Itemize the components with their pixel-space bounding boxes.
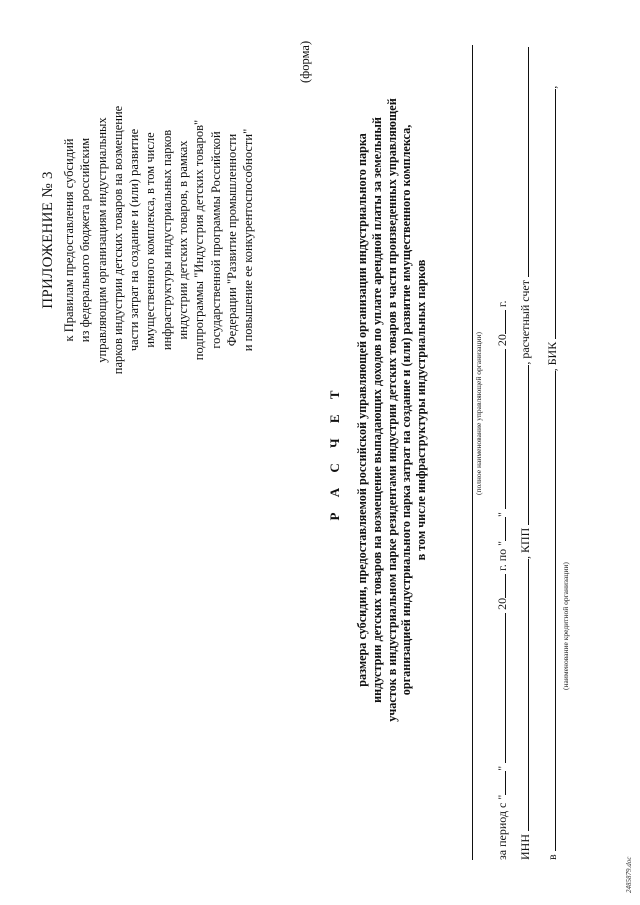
org-name-line[interactable]	[472, 45, 473, 860]
appendix-line: части затрат на создание и (или) развитие	[127, 128, 142, 352]
appendix-line: подпрограммы "Индустрия детских товаров"	[192, 119, 207, 361]
document-subtitle	[355, 50, 429, 770]
bik-end: ,	[545, 85, 559, 89]
period-quote-2: "	[495, 512, 509, 517]
appendix-line: имущественного комплекса, в том числе	[143, 132, 158, 348]
subtitle-line: участок в индустриальном парке резидентами индустрии детских товаров в части произведенных управляющей	[384, 98, 399, 722]
account-field[interactable]	[517, 47, 529, 277]
appendix-line: к Правилам предоставления субсидий	[62, 138, 76, 342]
document-title: Р А С Ч Е Т	[327, 384, 342, 521]
bank-row	[544, 86, 560, 860]
bank-name-field[interactable]	[544, 371, 556, 851]
file-id: 2485879.doc	[625, 856, 633, 893]
period-end-year-field[interactable]	[494, 310, 506, 334]
appendix-line: из федерального бюджета российским	[78, 137, 93, 343]
subtitle-line: индустрии детских товаров на возмещение выпадающих доходов по уплате арендной платы за земельный	[369, 117, 384, 703]
period-prefix: за период с "	[495, 794, 509, 860]
appendix-line: государственной программы Российской	[208, 131, 223, 349]
bank-caption: (наименование кредитной организации)	[561, 562, 570, 690]
inn-field[interactable]	[517, 559, 529, 831]
org-caption: (полное наименование управляющей организации)	[474, 332, 483, 495]
account-label: , расчетный счет	[518, 280, 532, 365]
appendix-line: и повышение ее конкурентоспособности"	[241, 128, 256, 352]
kpp-label: , КПП	[518, 527, 532, 559]
period-end-day-field[interactable]	[494, 517, 506, 541]
period-start-month-field[interactable]	[494, 613, 506, 763]
subtitle-line: организацией индустриального парка затрат на создание и (или) развитие имущественного комплекса,	[399, 124, 414, 696]
kpp-field[interactable]	[517, 365, 529, 525]
appendix-text	[61, 30, 257, 450]
period-row	[494, 300, 510, 860]
bik-field[interactable]	[544, 89, 556, 339]
appendix-line: Федерации "Развитие промышленности	[224, 133, 239, 347]
inn-label: ИНН	[518, 834, 532, 860]
subtitle-line: в том числе инфраструктуры индустриальных парков	[414, 259, 429, 561]
subtitle-line: размера субсидии, предоставляемой российской управляющей организации индустриального парка	[355, 133, 369, 687]
appendix-title: ПРИЛОЖЕНИЕ № 3	[40, 171, 56, 309]
period-start-day-field[interactable]	[494, 771, 506, 795]
bik-label: , БИК	[545, 341, 559, 372]
form-label: (форма)	[298, 40, 312, 83]
period-g: г.	[495, 300, 509, 308]
appendix-line: парков индустрии детских товаров на возмещение	[110, 105, 125, 375]
period-20a: 20	[495, 597, 509, 610]
appendix-line: индустрии детских товаров, в рамках	[176, 140, 191, 340]
period-20b: 20	[495, 334, 509, 347]
appendix-block	[40, 30, 257, 450]
period-to: г. по "	[495, 540, 509, 571]
in-label: в	[545, 854, 559, 860]
appendix-line: инфраструктуры индустриальных парков	[159, 129, 174, 351]
period-start-year-field[interactable]	[494, 574, 506, 598]
appendix-line: управляющим организациям индустриальных	[94, 117, 109, 363]
period-end-month-field[interactable]	[494, 349, 506, 509]
inn-row	[517, 47, 533, 860]
period-quote-1: "	[495, 765, 509, 771]
